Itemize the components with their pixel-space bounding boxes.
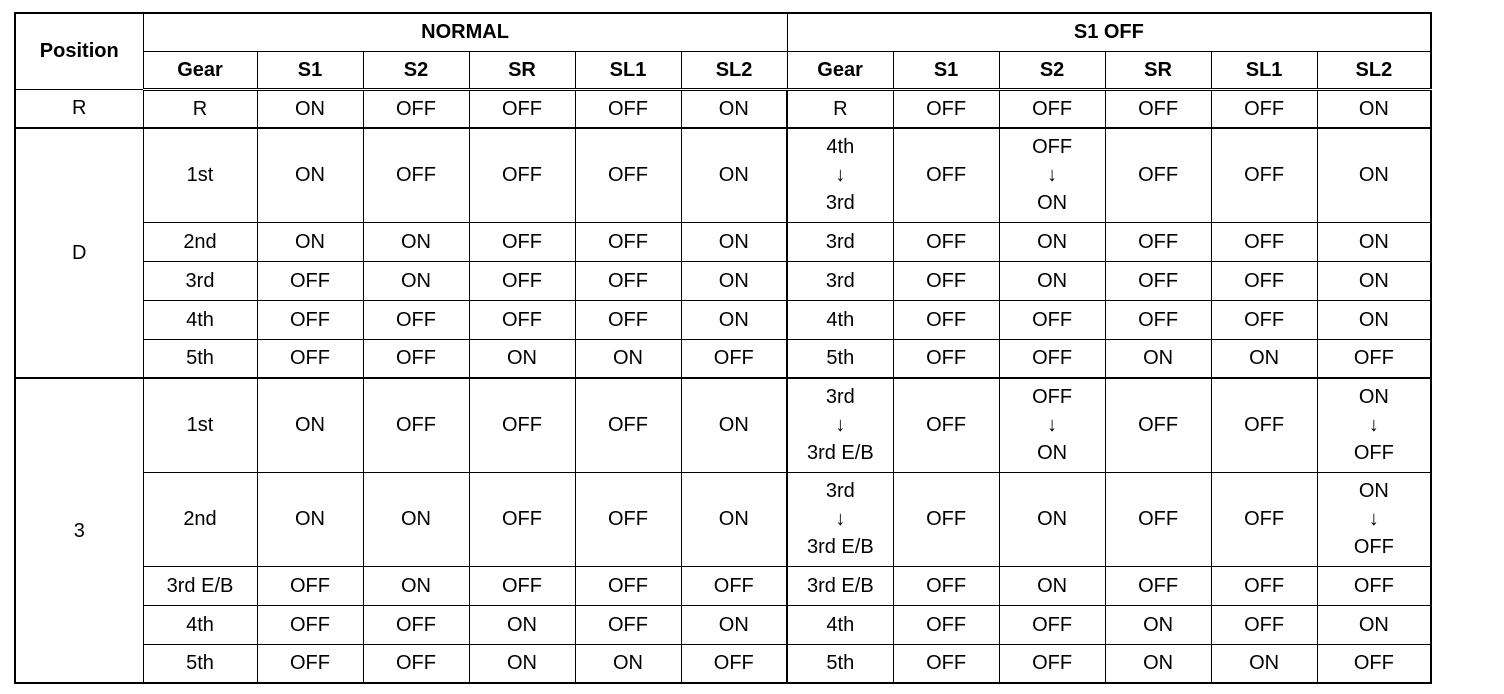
normal-sl2-cell: ON [681,300,787,339]
s1off-col-sl1: SL1 [1211,51,1317,89]
s1off-sl1-cell: OFF [1211,89,1317,128]
s1off-s1-cell: OFF [893,378,999,472]
s1off-s2-cell [999,128,1105,222]
normal-s2-cell: OFF [363,644,469,683]
transition-arrow: ↓ [835,508,846,530]
normal-sr-cell: OFF [469,89,575,128]
s1off-sl2-cell: ON [1317,261,1431,300]
cell-line: 3rd [825,386,855,409]
normal-gear-cell: 1st [143,378,257,472]
s1off-s2-cell [999,378,1105,472]
normal-s1-cell: OFF [257,644,363,683]
table-row [15,566,1431,605]
s1off-gear-cell: 3rd E/B [787,566,893,605]
s1off-s1-cell: OFF [893,300,999,339]
s1off-sl2-cell: ON [1317,300,1431,339]
normal-sr-cell: OFF [469,128,575,222]
normal-sr-cell: OFF [469,472,575,566]
normal-col-sl1: SL1 [575,51,681,89]
normal-s1-cell: ON [257,89,363,128]
normal-sr-cell: OFF [469,300,575,339]
s1off-sl2-cell: ON [1317,89,1431,128]
normal-s1-cell: ON [257,378,363,472]
position-cell: R [15,89,143,128]
normal-sl2-cell: ON [681,605,787,644]
s1off-s1-cell: OFF [893,89,999,128]
normal-gear-cell: 2nd [143,472,257,566]
s1off-gear-cell [787,378,893,472]
normal-s1-cell: OFF [257,339,363,378]
s1off-s2-cell: OFF [999,339,1105,378]
s1off-sl2-cell: ON [1317,222,1431,261]
table-row [15,339,1431,378]
s1off-sr-cell: OFF [1105,300,1211,339]
s1off-sr-cell: OFF [1105,566,1211,605]
s1off-s2-cell: ON [999,472,1105,566]
transition-arrow: ↓ [1368,414,1379,437]
normal-col-sr: SR [469,51,575,89]
transition-arrow: ↓ [1047,414,1058,437]
normal-s2-cell: OFF [363,378,469,472]
s1off-sr-cell: OFF [1105,222,1211,261]
normal-sl2-cell: ON [681,261,787,300]
s1off-col-sr: SR [1105,51,1211,89]
s1off-gear-cell [787,472,893,566]
cell-line: 4th [826,136,855,159]
s1off-s2-cell: OFF [999,300,1105,339]
normal-s2-cell: OFF [363,128,469,222]
s1off-gear-cell: R [787,89,893,128]
s1off-s1-cell: OFF [893,222,999,261]
normal-s2-cell: OFF [363,300,469,339]
normal-col-gear: Gear [143,51,257,89]
s1off-s2-cell: OFF [999,605,1105,644]
table-body [15,89,1431,683]
normal-col-sl2: SL2 [681,51,787,89]
normal-sl1-cell: OFF [575,128,681,222]
cell-line: ON [1037,192,1068,215]
normal-sr-cell: ON [469,644,575,683]
s1off-gear-cell [787,128,893,222]
s1off-col-s2: S2 [999,51,1105,89]
cell-line: OFF [1032,136,1073,159]
normal-sl1-cell: OFF [575,605,681,644]
normal-s2-cell: ON [363,472,469,566]
s1off-s1-cell: OFF [893,605,999,644]
normal-sr-cell: OFF [469,222,575,261]
normal-sl2-cell: ON [681,89,787,128]
normal-gear-cell: 3rd [143,261,257,300]
s1off-gear-cell: 3rd [787,222,893,261]
normal-sr-cell: OFF [469,261,575,300]
table-row [15,300,1431,339]
s1off-sl2-cell [1317,378,1431,472]
normal-sr-cell: ON [469,605,575,644]
s1off-s1-cell: OFF [893,644,999,683]
normal-sr-cell: OFF [469,378,575,472]
cell-line: OFF [1032,386,1073,409]
cell-line: ON [1358,480,1389,502]
s1off-s2-cell: OFF [999,89,1105,128]
normal-s1-cell: OFF [257,605,363,644]
table-row [15,378,1431,472]
cell-line: OFF [1353,536,1394,558]
solenoid-operation-table [14,12,1432,684]
s1off-sl2-cell: OFF [1317,644,1431,683]
normal-sl2-cell: ON [681,128,787,222]
s1off-sr-cell: OFF [1105,128,1211,222]
normal-s2-cell: ON [363,566,469,605]
table-row [15,472,1431,566]
normal-s1-cell: ON [257,222,363,261]
table-row [15,605,1431,644]
normal-col-s2: S2 [363,51,469,89]
normal-sl1-cell: OFF [575,89,681,128]
s1off-gear-cell: 4th [787,605,893,644]
s1off-gear-cell: 5th [787,644,893,683]
s1off-sr-cell: OFF [1105,261,1211,300]
s1off-s2-cell: OFF [999,644,1105,683]
s1off-s2-cell: ON [999,566,1105,605]
normal-sr-cell: OFF [469,566,575,605]
s1off-sr-cell: ON [1105,644,1211,683]
s1off-sl2-cell [1317,472,1431,566]
normal-sl2-cell: OFF [681,566,787,605]
cell-line: OFF [1353,442,1394,465]
position-cell: D [15,128,143,378]
normal-s2-cell: ON [363,261,469,300]
s1off-sl1-cell: OFF [1211,605,1317,644]
s1off-s1-cell: OFF [893,339,999,378]
table-row [15,222,1431,261]
normal-s1-cell: OFF [257,566,363,605]
s1off-gear-cell: 4th [787,300,893,339]
normal-s1-cell: ON [257,472,363,566]
s1off-sl2-cell: OFF [1317,339,1431,378]
s1-off-header: S1 OFF [787,13,1431,51]
normal-gear-cell: 5th [143,339,257,378]
s1off-sl1-cell: OFF [1211,128,1317,222]
normal-s2-cell: ON [363,222,469,261]
s1off-sl2-cell: ON [1317,128,1431,222]
normal-sl1-cell: OFF [575,378,681,472]
normal-s2-cell: OFF [363,339,469,378]
normal-s1-cell: ON [257,128,363,222]
normal-sr-cell: ON [469,339,575,378]
normal-s2-cell: OFF [363,605,469,644]
normal-sl1-cell: OFF [575,566,681,605]
table-row [15,89,1431,128]
s1off-sl1-cell: OFF [1211,472,1317,566]
s1off-s1-cell: OFF [893,472,999,566]
cell-line: ON [1037,442,1068,465]
table-row [15,128,1431,222]
normal-header: NORMAL [143,13,787,51]
cell-line: 3rd [825,192,855,215]
s1off-sl2-cell: OFF [1317,566,1431,605]
s1off-sl1-cell: ON [1211,339,1317,378]
s1off-sl1-cell: ON [1211,644,1317,683]
s1off-sl1-cell: OFF [1211,566,1317,605]
normal-gear-cell: R [143,89,257,128]
s1off-gear-cell: 3rd [787,261,893,300]
s1off-sl1-cell: OFF [1211,378,1317,472]
normal-gear-cell: 2nd [143,222,257,261]
s1off-sr-cell: ON [1105,339,1211,378]
normal-sl1-cell: ON [575,644,681,683]
normal-sl2-cell: OFF [681,339,787,378]
s1off-s1-cell: OFF [893,128,999,222]
s1off-sl1-cell: OFF [1211,222,1317,261]
transition-arrow: ↓ [1047,164,1058,187]
transition-arrow: ↓ [835,414,846,437]
s1off-sr-cell: ON [1105,605,1211,644]
cell-line: ON [1358,386,1389,409]
normal-sl2-cell: ON [681,472,787,566]
cell-line: 3rd [825,480,855,502]
normal-sl2-cell: ON [681,378,787,472]
s1off-sl1-cell: OFF [1211,261,1317,300]
s1off-sr-cell: OFF [1105,89,1211,128]
normal-sl2-cell: OFF [681,644,787,683]
table-row [15,644,1431,683]
s1off-col-sl2: SL2 [1317,51,1431,89]
normal-gear-cell: 4th [143,605,257,644]
position-header: Position [15,13,143,89]
normal-gear-cell: 4th [143,300,257,339]
table-row [15,261,1431,300]
s1off-s1-cell: OFF [893,261,999,300]
normal-sl1-cell: ON [575,339,681,378]
cell-line: 3rd E/B [806,536,874,558]
transition-arrow: ↓ [835,164,846,187]
s1off-gear-cell: 5th [787,339,893,378]
normal-sl1-cell: OFF [575,300,681,339]
position-cell: 3 [15,378,143,683]
s1off-col-gear: Gear [787,51,893,89]
s1off-s2-cell: ON [999,261,1105,300]
transition-arrow: ↓ [1368,508,1379,530]
s1off-sr-cell: OFF [1105,472,1211,566]
s1off-sl1-cell: OFF [1211,300,1317,339]
s1off-col-s1: S1 [893,51,999,89]
normal-sl1-cell: OFF [575,261,681,300]
normal-s1-cell: OFF [257,261,363,300]
cell-line: 3rd E/B [806,442,874,465]
s1off-sr-cell: OFF [1105,378,1211,472]
normal-s1-cell: OFF [257,300,363,339]
normal-sl1-cell: OFF [575,472,681,566]
s1off-sl2-cell: ON [1317,605,1431,644]
s1off-s1-cell: OFF [893,566,999,605]
normal-s2-cell: OFF [363,89,469,128]
normal-gear-cell: 5th [143,644,257,683]
normal-sl1-cell: OFF [575,222,681,261]
normal-col-s1: S1 [257,51,363,89]
normal-gear-cell: 1st [143,128,257,222]
s1off-s2-cell: ON [999,222,1105,261]
normal-gear-cell: 3rd E/B [143,566,257,605]
normal-sl2-cell: ON [681,222,787,261]
